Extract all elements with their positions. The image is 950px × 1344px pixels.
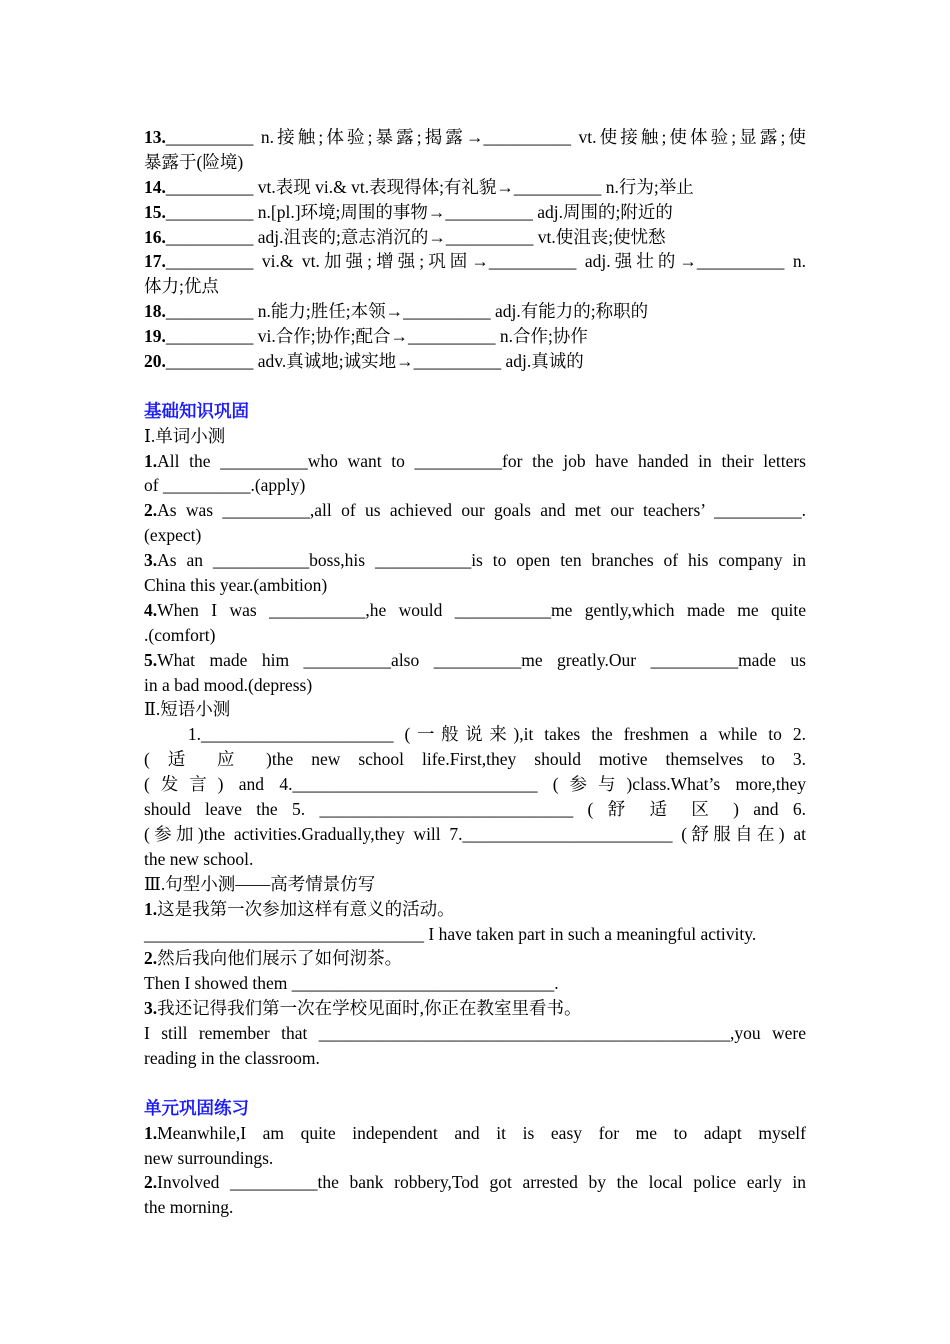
word-quiz-2-cont: (expect) bbox=[144, 525, 202, 546]
word-quiz-3: 3.As an ___________boss,his ___________is to open ten branches of his company in bbox=[144, 550, 806, 571]
practice-item-2: 2.Involved __________the bank robbery,Tod got arrested by the local police early in bbox=[144, 1172, 806, 1193]
document-page bbox=[144, 125, 806, 1220]
phrase-quiz-line: ( 适 应 )the new school life.First,they should motive themselves to 3. bbox=[144, 749, 806, 770]
practice-item-2-cont: the morning. bbox=[144, 1197, 234, 1218]
phrase-quiz-line: the new school. bbox=[144, 848, 254, 869]
vocab-item-16: 16.__________ adj.沮丧的;意志消沉的→__________ vt.使沮丧;使忧愁 bbox=[144, 226, 666, 247]
practice-item-1-cont: new surroundings. bbox=[144, 1147, 274, 1168]
sentence-quiz-1-answer: ________________________________ I have taken part in such a meaningful activity. bbox=[144, 923, 757, 944]
vocab-item-14: 14.__________ vt.表现 vi.& vt.表现得体;有礼貌→__________ n.行为;举止 bbox=[144, 176, 694, 197]
part-title: Ⅱ.短语小测 bbox=[144, 699, 231, 720]
vocab-item-18: 18.__________ n.能力;胜任;本领→__________ adj.有能力的;称职的 bbox=[144, 301, 649, 322]
vocab-item-15: 15.__________ n.[pl.]环境;周围的事物→__________ adj.周围的;附近的 bbox=[144, 201, 673, 222]
practice-item-1: 1.Meanwhile,I am quite independent and it is easy for me to adapt myself bbox=[144, 1122, 806, 1143]
vocab-item-19: 19.__________ vi.合作;协作;配合→__________ n.合作;协作 bbox=[144, 326, 588, 347]
sentence-quiz-2: 2.然后我向他们展示了如何沏茶。 bbox=[144, 948, 403, 969]
phrase-quiz-line: (发言) and 4.____________________________ (参与)class.What’s more,they bbox=[144, 774, 806, 795]
sentence-quiz-1: 1.这是我第一次参加这样有意义的活动。 bbox=[144, 898, 455, 919]
phrase-quiz-line: 1.______________________ (一般说来),it takes the freshmen a while to 2. bbox=[144, 724, 806, 745]
vocab-item-13: 13.__________ n.接触;体验;暴露;揭露→__________ vt.使接触;使体验;显露;使 bbox=[144, 127, 806, 147]
vocab-item-17-cont: 体力;优点 bbox=[144, 276, 219, 297]
vocab-item-20: 20.__________ adv.真诚地;诚实地→__________ adj.真诚的 bbox=[144, 351, 584, 372]
section-heading: 基础知识巩固 bbox=[144, 400, 249, 421]
sentence-quiz-3-cont: reading in the classroom. bbox=[144, 1047, 320, 1068]
sentence-quiz-2-answer: Then I showed them ______________________________. bbox=[144, 973, 559, 994]
word-quiz-1-cont: of __________.(apply) bbox=[144, 475, 306, 496]
word-quiz-5-cont: in a bad mood.(depress) bbox=[144, 674, 313, 695]
vocab-item-17: 17.__________ vi.& vt.加强;增强;巩固→__________ adj.强壮的→__________ n. bbox=[144, 251, 806, 272]
section-heading: 单元巩固练习 bbox=[144, 1097, 249, 1118]
word-quiz-1: 1.All the __________who want to __________for the job have handed in their letters bbox=[144, 450, 806, 471]
part-title: Ⅲ.句型小测——高考情景仿写 bbox=[144, 873, 376, 894]
sentence-quiz-3: 3.我还记得我们第一次在学校见面时,你正在教室里看书。 bbox=[144, 998, 582, 1019]
word-quiz-2: 2.As was __________,all of us achieved our goals and met our teachers’ __________. bbox=[144, 500, 806, 521]
word-quiz-4-cont: .(comfort) bbox=[144, 624, 216, 645]
word-quiz-4: 4.When I was ___________,he would ___________me gently,which made me quite bbox=[144, 599, 806, 620]
sentence-quiz-3-answer: I still remember that _______________________________________________,you were bbox=[144, 1023, 806, 1044]
word-quiz-3-cont: China this year.(ambition) bbox=[144, 575, 328, 596]
word-quiz-5: 5.What made him __________also __________me greatly.Our __________made us bbox=[144, 649, 806, 670]
vocab-item-13-cont: 暴露于(险境) bbox=[144, 151, 244, 172]
part-title: Ⅰ.单词小测 bbox=[144, 425, 226, 446]
phrase-quiz-line: (参加)the activities.Gradually,they will 7.________________________ (舒服自在) at bbox=[144, 823, 806, 844]
phrase-quiz-line: should leave the 5. _____________________________ ( 舒 适 区 ) and 6. bbox=[144, 799, 806, 820]
